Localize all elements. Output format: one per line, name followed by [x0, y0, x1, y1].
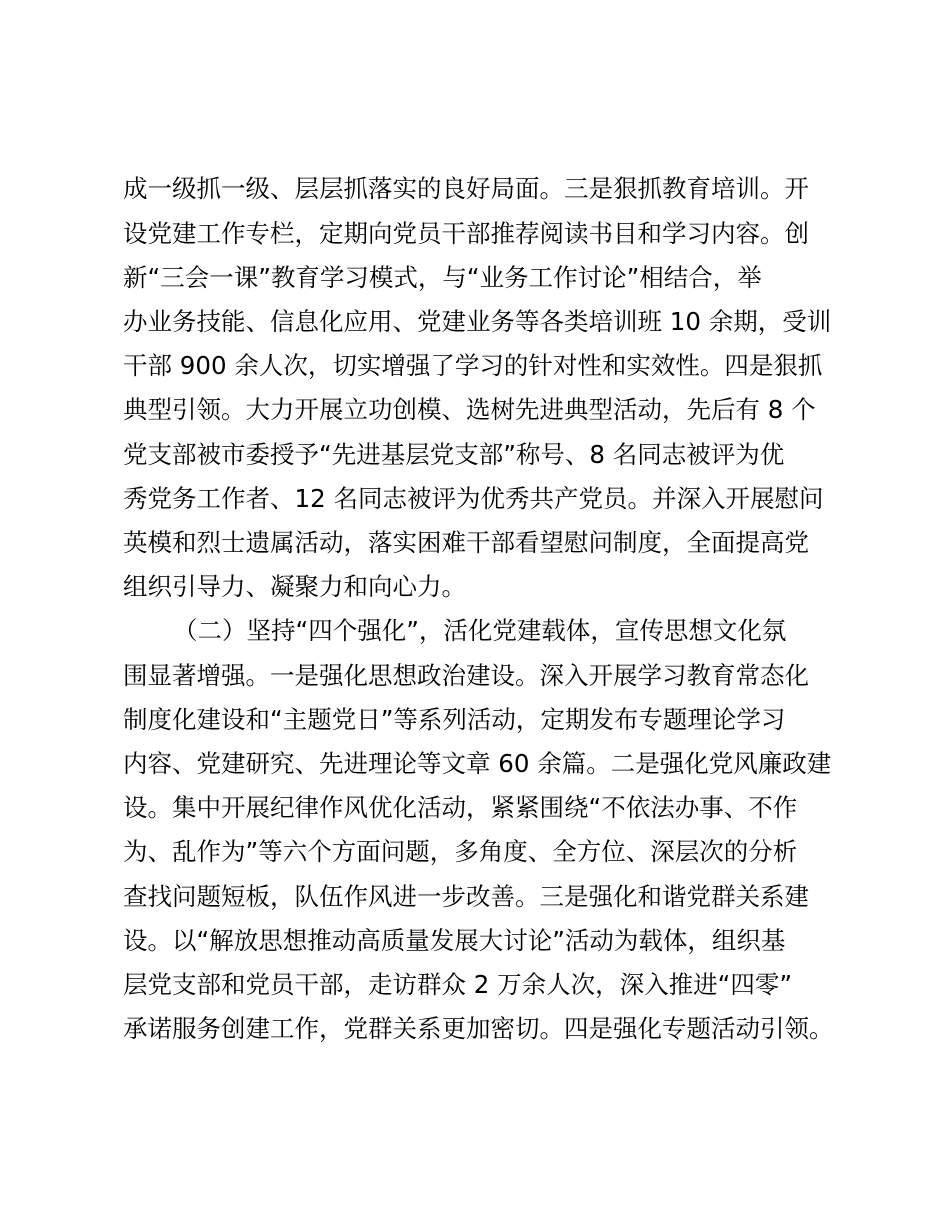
- paragraph-start-line: （二）坚持“四个强化”，活化党建载体，宣传思想文化氛: [173, 616, 787, 645]
- text-line: 办业务技能、信息化应用、党建业务等各类培训班 10 余期，受训: [123, 307, 832, 336]
- text-line: 新“三会一课”教育学习模式，与“业务工作讨论”相结合，举: [123, 263, 762, 292]
- text-line: 内容、党建研究、先进理论等文章 60 余篇。二是强化党风廉政建: [123, 749, 832, 778]
- text-line: 党支部被市委授予“先进基层党支部”称号、8 名同志被评为优: [123, 440, 785, 469]
- text-line: 制度化建设和“主题党日”等系列活动，定期发布专题理论学习: [123, 705, 786, 734]
- text-line: 典型引领。大力开展立功创模、选树先进典型活动，先后有 8 个: [123, 395, 816, 424]
- text-line: 设党建工作专栏，定期向党员干部推荐阅读书目和学习内容。创: [123, 219, 809, 248]
- text-line: 层党支部和党员干部，走访群众 2 万余人次，深入推进“四零”: [123, 970, 793, 999]
- text-line: 围显著增强。一是强化思想政治建设。深入开展学习教育常态化: [123, 661, 809, 690]
- text-line: 秀党务工作者、12 名同志被评为优秀共产党员。并深入开展慰问: [123, 484, 824, 513]
- text-line: 承诺服务创建工作，党群关系更加密切。四是强化专题活动引领。: [123, 1014, 834, 1043]
- text-line: 组织引导力、凝聚力和向心力。: [123, 572, 466, 601]
- text-line: 干部 900 余人次，切实增强了学习的针对性和实效性。四是狠抓: [123, 351, 823, 380]
- text-line: 设。集中开展纪律作风优化活动，紧紧围绕“不依法办事、不作: [123, 793, 798, 822]
- text-line: 成一级抓一级、层层抓落实的良好局面。三是狠抓教育培训。开: [123, 174, 809, 203]
- text-line: 设。以“解放思想推动高质量发展大讨论”活动为载体，组织基: [123, 926, 786, 955]
- text-line: 英模和烈士遗属活动，落实困难干部看望慰问制度，全面提高党: [123, 528, 809, 557]
- text-line: 为、乱作为”等六个方面问题，多角度、全方位、深层次的分析: [123, 837, 798, 866]
- text-line: 查找问题短板，队伍作风进一步改善。三是强化和谐党群关系建: [123, 882, 809, 911]
